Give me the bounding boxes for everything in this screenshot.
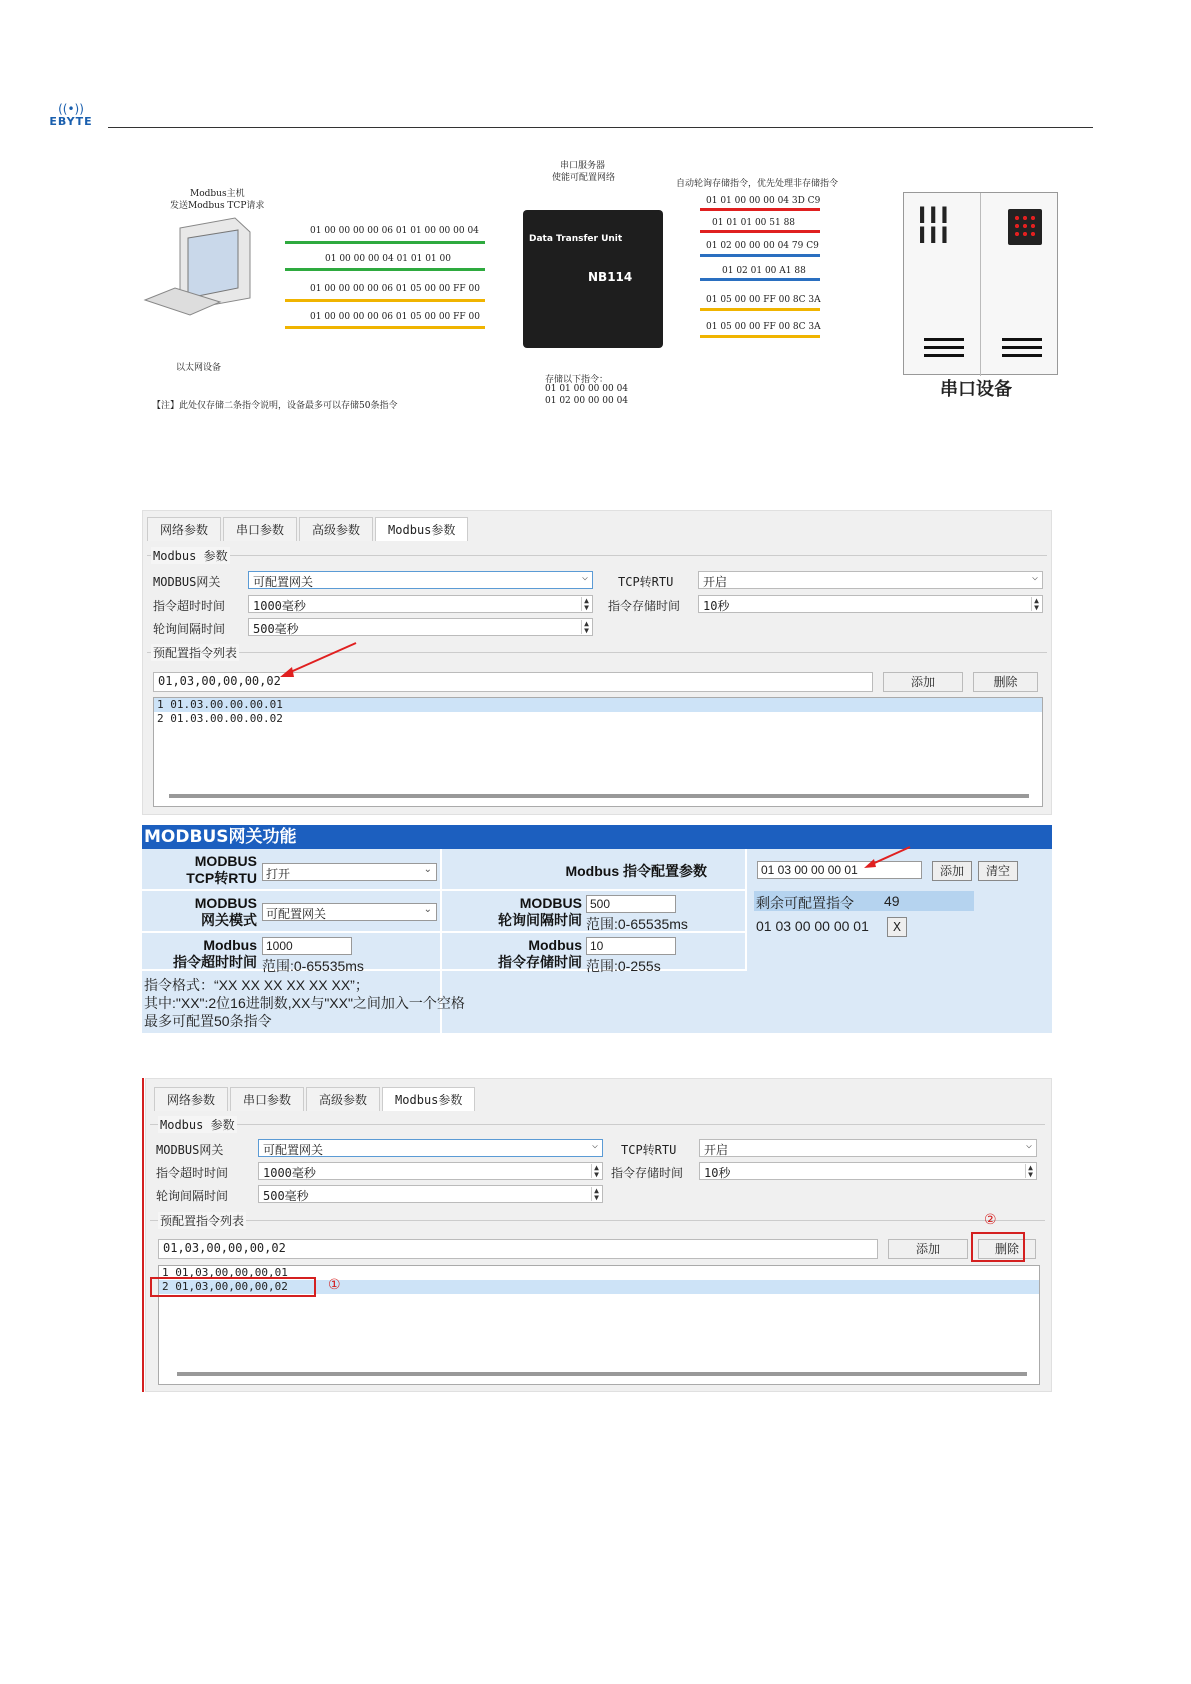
tcp-select[interactable]: [699, 1139, 1037, 1157]
store-spinbox[interactable]: [699, 1162, 1037, 1180]
web-tcp-value: 打开: [266, 867, 291, 881]
mode-l1: MODBUS: [194, 895, 257, 911]
right-msg-5: 01 05 00 00 FF 00 8C 3A: [706, 295, 821, 305]
right-msg-1: 01 01 00 00 00 04 3D C9: [706, 196, 821, 206]
signal-icon: ((•)): [58, 102, 84, 116]
tcp-select[interactable]: [698, 571, 1043, 589]
tab-advanced[interactable]: 高级参数: [299, 517, 373, 541]
format-line-3: 最多可配置50条指令: [144, 1013, 272, 1029]
poll-value: 500毫秒: [263, 1189, 309, 1203]
web-mode-select[interactable]: [262, 903, 437, 921]
timeout-value: 1000毫秒: [263, 1166, 316, 1180]
arrow-yellow-1: [700, 308, 820, 311]
gateway-label: MODBUS网关: [153, 575, 221, 589]
chevron-down-icon: ⌵: [581, 572, 588, 583]
web-timeout-input[interactable]: 1000: [262, 937, 352, 955]
chevron-down-icon: ⌵: [1025, 1140, 1032, 1151]
left-msg-2: 01 00 00 00 04 01 01 01 00: [325, 254, 451, 264]
spin-arrows-icon[interactable]: ▲ ▼: [1025, 1164, 1035, 1178]
group-title: Modbus 参数: [160, 1118, 235, 1132]
auto-poll-label: 自动轮询存储指令，优先处理非存储指令: [676, 179, 839, 189]
led-grid-icon: [1008, 209, 1042, 245]
add-button[interactable]: 添加: [888, 1239, 968, 1259]
timeout-label: 指令超时时间: [153, 599, 226, 613]
st-l1: Modbus: [528, 937, 582, 953]
step-marker-1: ①: [328, 1277, 341, 1293]
gateway-label: MODBUS网关: [156, 1143, 224, 1157]
gateway-select[interactable]: [258, 1139, 603, 1157]
web-mode-value: 可配置网关: [266, 907, 327, 921]
tcp-label: TCP转RTU: [618, 575, 674, 589]
tab-network[interactable]: 网络参数: [154, 1087, 228, 1111]
left-msg-4: 01 00 00 00 00 06 01 05 00 00 FF 00: [310, 312, 480, 322]
config-window-2: [145, 1078, 1052, 1392]
highlight-box-row: [150, 1277, 316, 1297]
stored-cmd-2: 01 02 00 00 00 04: [545, 396, 629, 406]
timeout-value: 1000毫秒: [253, 599, 306, 613]
command-input[interactable]: 01,03,00,00,00,02: [153, 672, 873, 692]
spin-arrows-icon[interactable]: ▲ ▼: [581, 620, 591, 634]
cfg-label: Modbus 指令配置参数: [565, 863, 707, 879]
arrow-yellow-2: [700, 335, 820, 338]
topology-diagram: [140, 150, 1060, 420]
right-msg-2: 01 01 01 00 51 88: [712, 218, 796, 228]
arrow-left-yellow: [285, 326, 485, 329]
arrow-right-yellow: [285, 299, 485, 302]
chevron-down-icon: ⌵: [591, 1140, 598, 1151]
chevron-down-icon: ⌵: [1031, 572, 1038, 583]
step-marker-2: ②: [984, 1212, 997, 1228]
spin-arrows-icon[interactable]: ▲ ▼: [591, 1187, 601, 1201]
timeout-spinbox[interactable]: [248, 595, 593, 613]
arrow-blue-1: [700, 254, 820, 257]
command-list[interactable]: [153, 697, 1043, 807]
pc-label-2: 发送Modbus TCP请求: [170, 201, 265, 211]
computer-icon: [140, 210, 260, 325]
arrow-red-2: [700, 230, 820, 233]
tab-network[interactable]: 网络参数: [147, 517, 221, 541]
tab-serial[interactable]: 串口参数: [223, 517, 297, 541]
serial-device-title: 串口设备: [940, 379, 1012, 400]
right-msg-3: 01 02 00 00 00 04 79 C9: [706, 241, 819, 251]
web-poll-input[interactable]: 500: [586, 895, 676, 913]
cmd-item: 01 03 00 00 00 01: [756, 918, 869, 934]
arrow-right-green: [285, 241, 485, 244]
list-item-selected[interactable]: 2 01,03,00,00,00,02: [159, 1280, 1039, 1294]
red-arrow: [862, 845, 912, 870]
remain-label: 剩余可配置指令: [756, 895, 854, 911]
poll-l2: 轮询间隔时间: [498, 912, 582, 928]
left-msg-3: 01 00 00 00 00 06 01 05 00 00 FF 00: [310, 284, 480, 294]
spin-arrows-icon[interactable]: ▲ ▼: [591, 1164, 601, 1178]
store-value: 10秒: [704, 1166, 731, 1180]
poll-value: 500毫秒: [253, 622, 299, 636]
format-line-1: 指令格式：“XX XX XX XX XX XX”；: [144, 977, 369, 993]
list-group-title: 预配置指令列表: [160, 1214, 245, 1228]
tcp-label: TCP转RTU: [621, 1143, 677, 1157]
store-label: 指令存储时间: [611, 1166, 684, 1180]
poll-spinbox[interactable]: [248, 618, 593, 636]
web-config-panel: [142, 825, 1052, 1033]
command-input[interactable]: 01,03,00,00,00,02: [158, 1239, 878, 1259]
poll-label: 轮询间隔时间: [156, 1189, 229, 1203]
format-line-2: 其中:"XX":2位16进制数,XX与"XX"之间加入一个空格: [144, 995, 465, 1011]
config-window-1: [142, 510, 1052, 815]
store-label: 指令存储时间: [608, 599, 681, 613]
delete-button[interactable]: 删除: [978, 1239, 1036, 1259]
tcp-l1: MODBUS: [194, 853, 257, 869]
right-msg-6: 01 05 00 00 FF 00 8C 3A: [706, 322, 821, 332]
tab-serial[interactable]: 串口参数: [230, 1087, 304, 1111]
list-group-title: 预配置指令列表: [153, 646, 238, 660]
to-l2: 指令超时时间: [173, 954, 257, 970]
delete-button[interactable]: 删除: [973, 672, 1038, 692]
poll-l1: MODBUS: [519, 895, 582, 911]
to-l1: Modbus: [203, 937, 257, 953]
nb114-device: [523, 210, 663, 348]
web-store-input[interactable]: 10: [586, 937, 676, 955]
poll-range: 范围:0-65535ms: [586, 916, 688, 932]
web-clear-button[interactable]: 清空: [978, 861, 1018, 881]
tab-bar: [147, 517, 470, 541]
list-item[interactable]: 1 01,03,00,00,00,01: [162, 1266, 288, 1279]
device-model: NB114: [588, 270, 633, 284]
horizontal-scrollbar[interactable]: [177, 1372, 1027, 1376]
tcp-value: 开启: [704, 1143, 729, 1157]
pc-label-1: Modbus主机: [190, 189, 245, 199]
list-item[interactable]: 2 01.03.00.00.00.02: [157, 712, 283, 725]
server-label-2: 使能可配置网络: [552, 173, 616, 183]
highlight-box-delete: [971, 1232, 1025, 1262]
web-cmd-input[interactable]: 01 03 00 00 00 01: [757, 861, 922, 879]
gateway-select[interactable]: [248, 571, 593, 589]
arrow-red-1: [700, 208, 820, 211]
remain-value: 49: [884, 893, 900, 909]
gateway-value: 可配置网关: [263, 1143, 324, 1157]
device-title: Data Transfer Unit: [529, 234, 623, 244]
logo-text: EBYTE: [49, 115, 93, 128]
group-title: Modbus 参数: [153, 549, 228, 563]
tab-modbus[interactable]: Modbus参数: [375, 517, 468, 541]
tab-bar: [154, 1087, 477, 1111]
server-label-1: 串口服务器: [560, 161, 606, 171]
gateway-value: 可配置网关: [253, 575, 314, 589]
pc-caption: 以太网设备: [176, 363, 222, 373]
remove-cmd-button[interactable]: X: [887, 917, 907, 937]
list-item[interactable]: 1 01.03.00.00.00.01: [154, 698, 1042, 712]
timeout-spinbox[interactable]: [258, 1162, 603, 1180]
spin-arrows-icon[interactable]: ▲ ▼: [581, 597, 591, 611]
mode-l2: 网关模式: [201, 912, 257, 928]
right-msg-4: 01 02 01 00 A1 88: [722, 266, 806, 276]
web-tcp-select[interactable]: [262, 863, 437, 881]
poll-label: 轮询间隔时间: [153, 622, 226, 636]
store-value: 10秒: [703, 599, 730, 613]
tcp-l2: TCP转RTU: [186, 870, 257, 886]
horizontal-scrollbar[interactable]: [169, 794, 1029, 798]
web-add-button[interactable]: 添加: [932, 861, 972, 881]
st-l2: 指令存储时间: [498, 954, 582, 970]
st-range: 范围:0-255s: [586, 958, 661, 974]
stored-cmd-1: 01 01 00 00 00 04: [545, 384, 629, 394]
tab-modbus[interactable]: Modbus参数: [382, 1087, 475, 1111]
red-arrow: [278, 641, 358, 681]
spin-arrows-icon[interactable]: ▲ ▼: [1031, 597, 1041, 611]
store-spinbox[interactable]: [698, 595, 1043, 613]
arrow-left-green: [285, 268, 485, 271]
poll-spinbox[interactable]: [258, 1185, 603, 1203]
tcp-value: 开启: [703, 575, 728, 589]
chevron-down-icon: ⌄: [423, 864, 432, 875]
to-range: 范围:0-65535ms: [262, 958, 364, 974]
stored-title: 存储以下指令：: [545, 375, 609, 385]
ebyte-logo: [45, 103, 97, 128]
header-divider: [108, 127, 1093, 128]
serial-device-image: III III: [903, 192, 1058, 375]
timeout-label: 指令超时时间: [156, 1166, 229, 1180]
diagram-note: 【注】此处仅存储二条指令说明，设备最多可以存储50条指令: [152, 401, 398, 411]
add-button[interactable]: 添加: [883, 672, 963, 692]
chevron-down-icon: ⌄: [423, 904, 432, 915]
tab-advanced[interactable]: 高级参数: [306, 1087, 380, 1111]
web-title: MODBUS网关功能: [142, 825, 1052, 849]
left-msg-1: 01 00 00 00 00 06 01 01 00 00 00 04: [310, 226, 479, 236]
arrow-blue-2: [700, 278, 820, 281]
